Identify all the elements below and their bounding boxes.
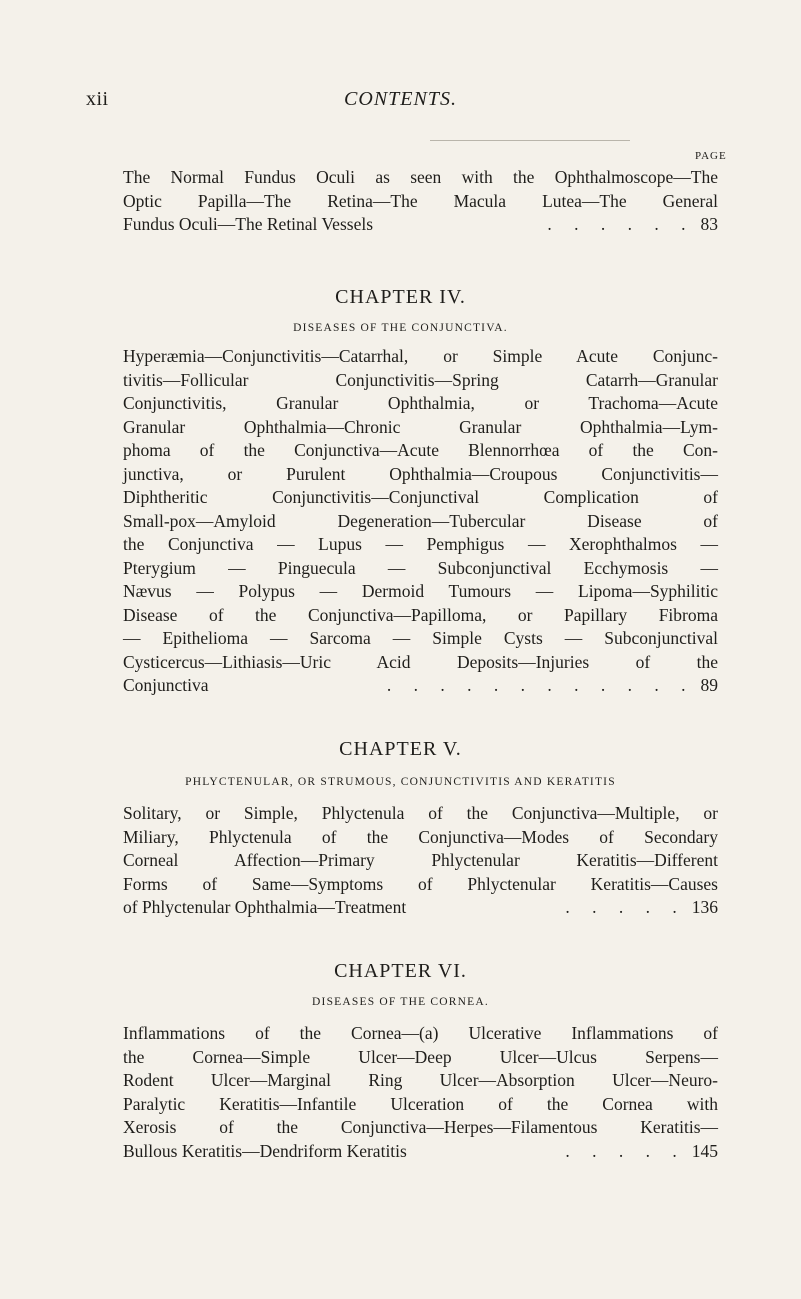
entry-line: Disease of the Conjunctiva—Papilloma, or Papillary Fibroma (123, 604, 718, 625)
chapter-heading: CHAPTER VI. (334, 960, 467, 982)
running-head (0, 88, 801, 118)
page-number: 89 (700, 675, 718, 695)
entry-line: Inflammations of the Cornea—(a) Ulcerative Inflammations of (123, 1023, 718, 1043)
page-number: 136 (691, 897, 718, 917)
header-rule (430, 140, 630, 141)
toc-entry-chapter-vi (123, 1022, 718, 1163)
entry-line: Cysticercus—Lithiasis—Uric Acid Deposits—Injuries of the (123, 651, 718, 672)
dot-leader: . . . . . . . . . . . . (386, 675, 695, 695)
entry-line: tivitis—Follicular Conjunctivitis—Spring Catarrh—Granular (123, 369, 718, 390)
chapter-subtitle: PHLYCTENULAR, OR STRUMOUS, CONJUNCTIVITIS AND KERATITIS (185, 776, 616, 788)
entry-line: Nævus — Polypus — Dermoid Tumours — Lipoma—Syphilitic (123, 581, 718, 601)
page-number: 145 (691, 1140, 718, 1161)
dot-leader: . . . . . . (547, 214, 695, 234)
entry-line: the Conjunctiva — Lupus — Pemphigus — Xerophthalmos — (123, 534, 718, 554)
entry-line: Miliary, Phlyctenula of the Conjunctiva—Modes of Secondary (123, 826, 718, 847)
page-number: 83 (700, 214, 718, 234)
folio-number: xii (86, 88, 109, 110)
entry-line: Xerosis of the Conjunctiva—Herpes—Filamentous Keratitis— (123, 1117, 718, 1137)
entry-last-line: of Phlyctenular Ophthalmia—Treatment (123, 897, 407, 917)
entry-line: Paralytic Keratitis—Infantile Ulceration of the Cornea with (123, 1093, 718, 1114)
entry-line: Pterygium — Pinguecula — Subconjunctival Ecchymosis — (123, 557, 718, 578)
chapter-heading: CHAPTER V. (339, 738, 462, 760)
entry-last-line: Conjunctiva (123, 675, 209, 695)
entry-line: Solitary, or Simple, Phlyctenula of the Conjunctiva—Multiple, or (123, 803, 718, 823)
toc-entry-chapter-iv (123, 345, 718, 698)
entry-line: The Normal Fundus Oculi as seen with the Ophthalmoscope—The (123, 167, 718, 187)
entry-line: Optic Papilla—The Retina—The Macula Lutea—The General (123, 190, 718, 211)
chapter-subtitle: DISEASES OF THE CORNEA. (312, 996, 489, 1008)
chapter-heading: CHAPTER IV. (335, 286, 466, 308)
entry-line: Hyperæmia—Conjunctivitis—Catarrhal, or Simple Acute Conjunc- (123, 346, 718, 366)
chapter-subtitle: DISEASES OF THE CONJUNCTIVA. (293, 322, 508, 334)
entry-line: — Epithelioma — Sarcoma — Simple Cysts — Subconjunctival (123, 628, 718, 648)
entry-line: junctiva, or Purulent Ophthalmia—Croupous Conjunctivitis— (123, 463, 718, 484)
toc-entry-chapter-v (123, 802, 718, 920)
page-column-label: PAGE (695, 150, 727, 162)
entry-line: Small-pox—Amyloid Degeneration—Tubercular Disease of (123, 510, 718, 531)
entry-line: Forms of Same—Symptoms of Phlyctenular Keratitis—Causes (123, 873, 718, 894)
entry-last-line: Fundus Oculi—The Retinal Vessels (123, 214, 374, 234)
entry-line: phoma of the Conjunctiva—Acute Blennorrhœa of the Con- (123, 440, 718, 460)
entry-last-line: Bullous Keratitis—Dendriform Keratitis (123, 1140, 407, 1161)
running-title: CONTENTS. (344, 88, 457, 110)
entry-line: Granular Ophthalmia—Chronic Granular Ophthalmia—Lym- (123, 416, 718, 437)
entry-line: the Cornea—Simple Ulcer—Deep Ulcer—Ulcus Serpens— (123, 1046, 718, 1067)
entry-line: Rodent Ulcer—Marginal Ring Ulcer—Absorption Ulcer—Neuro- (123, 1070, 718, 1090)
dot-leader: . . . . . (565, 1140, 686, 1161)
entry-line: Conjunctivitis, Granular Ophthalmia, or Trachoma—Acute (123, 393, 718, 413)
entry-line: Corneal Affection—Primary Phlyctenular Keratitis—Different (123, 850, 718, 870)
entry-line: Diphtheritic Conjunctivitis—Conjunctival Complication of (123, 487, 718, 507)
toc-entry-chapter-iii-tail (123, 166, 718, 237)
dot-leader: . . . . . (565, 897, 686, 917)
